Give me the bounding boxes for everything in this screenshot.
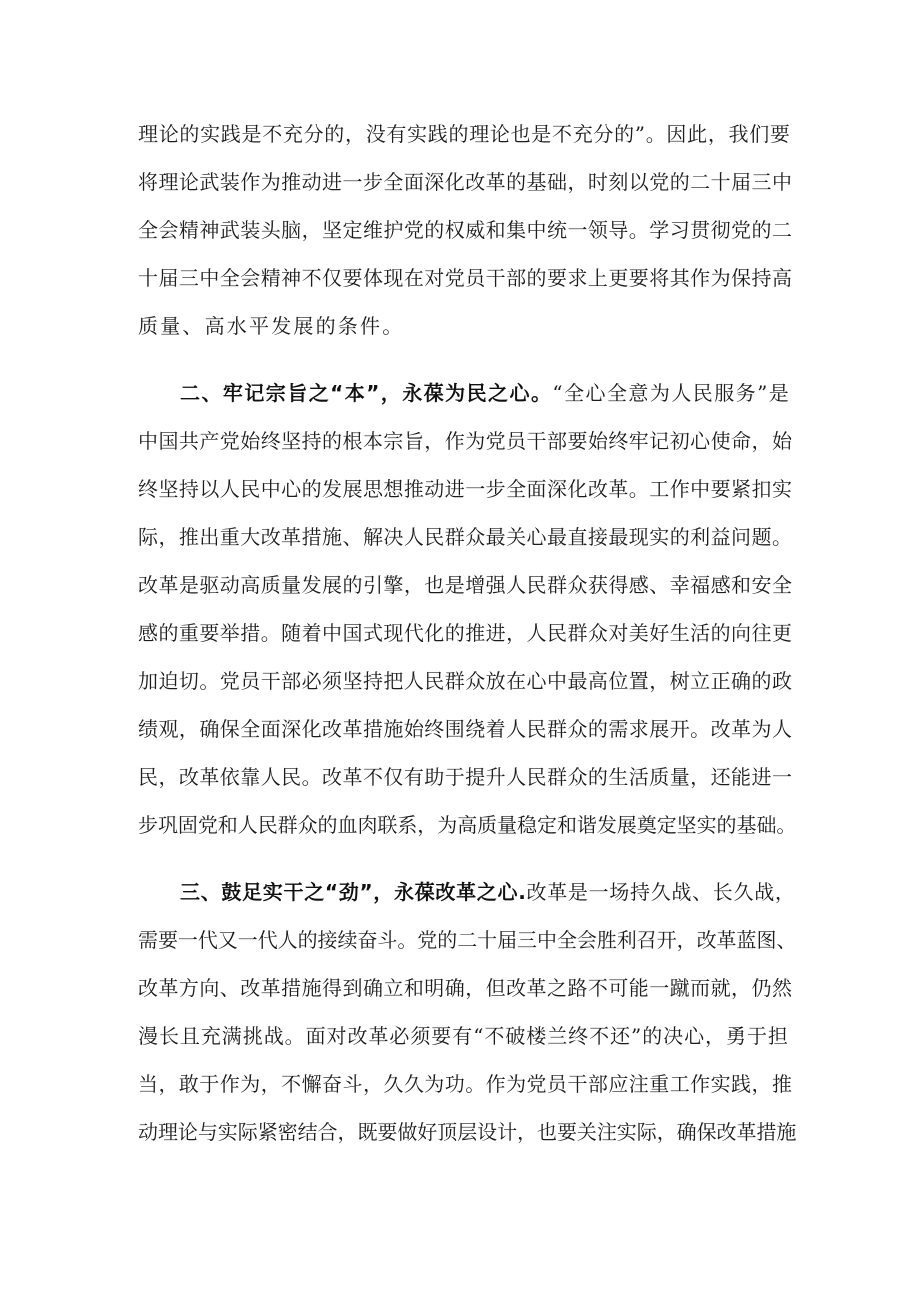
- paragraph-1-line: 质量、高水平发展的条件。: [138, 314, 405, 338]
- paragraph-1-line: 将理论武装作为推动进一步全面深化改革的基础，时刻以党的二十届三中: [138, 170, 793, 194]
- section-heading-2: 二、牢记宗旨之“本”，永葆为民之心。: [180, 381, 553, 405]
- paragraph-2-line: 步巩固党和人民群众的血肉联系，为高质量稳定和谐发展奠定坚实的基础。: [138, 813, 797, 837]
- paragraph-2-line: 民，改革依靠人民。改革不仅有助于提升人民群众的生活质量，还能进一: [138, 765, 793, 789]
- paragraph-3-line: 动理论与实际紧密结合，既要做好顶层设计，也要关注实际，确保改革措施: [138, 1120, 797, 1144]
- paragraph-1-line: 全会精神武装头脑，坚定维护党的权威和集中统一领导。学习贯彻党的二: [138, 218, 793, 242]
- paragraph-3-first-line: [180, 879, 796, 905]
- paragraph-3-first-line-text: 改革是一场持久战、长久战，: [526, 880, 796, 904]
- paragraph-2-line: 中国共产党始终坚持的根本宗旨，作为党员干部要始终牢记初心使命，始: [138, 429, 793, 453]
- paragraph-3-line: 需要一代又一代人的接续奋斗。党的二十届三中全会胜利召开，改革蓝图、: [138, 928, 797, 952]
- paragraph-3-line: 漫长且充满挑战。面对改革必须要有“不破楼兰终不还”的决心，勇于担: [138, 1024, 789, 1048]
- paragraph-2-line: 终坚持以人民中心的发展思想推动进一步全面深化改革。工作中要紧扣实: [138, 477, 793, 501]
- paragraph-2-line: 际，推出重大改革措施、解决人民群众最关心最直接最现实的利益问题。: [138, 525, 793, 549]
- paragraph-1-line: 十届三中全会精神不仅要体现在对党员干部的要求上更要将其作为保持高: [138, 266, 793, 290]
- paragraph-2-first-line: [180, 380, 790, 406]
- paragraph-3-line: 改革方向、改革措施得到确立和明确，但改革之路不可能一蹴而就，仍然: [138, 976, 793, 1000]
- section-heading-3: 三、鼓足实干之“劲”，永葆改革之心.: [180, 880, 527, 904]
- paragraph-2-line: 加迫切。党员干部必须坚持把人民群众放在心中最高位置，树立正确的政: [138, 669, 793, 693]
- paragraph-2-line: 绩观，确保全面深化改革措施始终围绕着人民群众的需求展开。改革为人: [138, 717, 793, 741]
- paragraph-1-line: 理论的实践是不充分的，没有实践的理论也是不充分的”。因此，我们要: [138, 122, 791, 146]
- paragraph-2-line: 感的重要举措。随着中国式现代化的推进，人民群众对美好生活的向往更: [138, 621, 793, 645]
- paragraph-3-line: 当，敢于作为，不懈奋斗，久久为功。作为党员干部应注重工作实践，推: [138, 1072, 793, 1096]
- paragraph-2-first-line-text: “全心全意为人民服务”是: [552, 381, 791, 405]
- paragraph-2-line: 改革是驱动高质量发展的引擎，也是增强人民群众获得感、幸福感和安全: [138, 573, 793, 597]
